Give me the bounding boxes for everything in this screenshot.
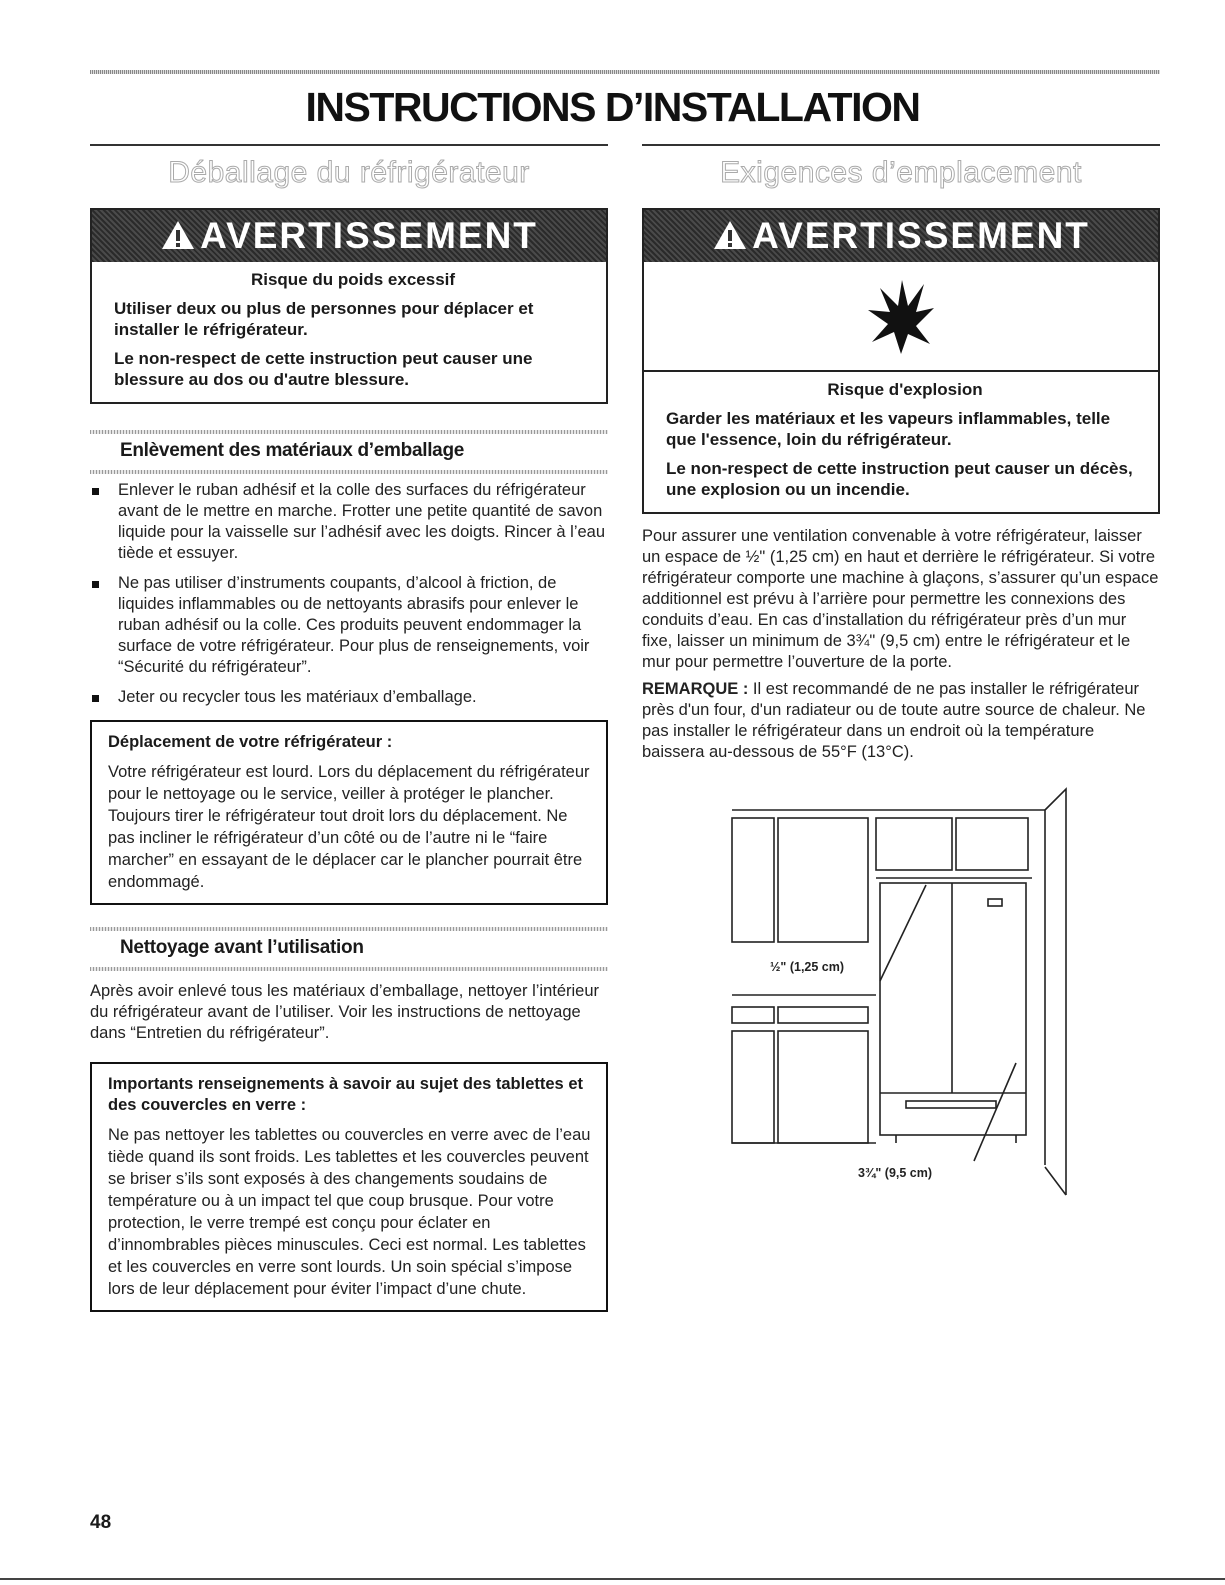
- removal-bullet-list: [90, 480, 608, 708]
- refrigerator-clearance-diagram: [730, 785, 1170, 1180]
- explosion-warning-box: [642, 208, 1160, 514]
- dotted-rule: [90, 470, 608, 474]
- diagram-label-side-clearance: 3¾" (9,5 cm): [858, 1166, 933, 1180]
- warning-risk: Risque d'explosion: [827, 380, 983, 399]
- explosion-icon-area: [644, 262, 1158, 372]
- explosion-icon: [866, 276, 936, 356]
- subhead-cleaning: Nettoyage avant l’utilisation: [120, 937, 364, 958]
- section-title-unpacking: Déballage du réfrigérateur: [168, 156, 530, 189]
- remark-label: REMARQUE :: [642, 680, 749, 698]
- page-number: 48: [90, 1512, 112, 1533]
- page-title: INSTRUCTIONS D’INSTALLATION: [305, 84, 920, 130]
- glass-info-text: Ne pas nettoyer les tablettes ou couvercles en verre avec de l’eau tiède quand ils sont froids. Les tablettes et les couvercles peuvent se briser s’ils sont exposés à des changements soudains de température ou à un impact tel que coup brusque. Pour votre protection, le verre trempé est conçu pour éclater en d’innombrables pièces minuscules. Ceci est normal. Les tablettes et les couvercles en verre sont lourds. Un soin spécial s’impose lors de leur déplacement pour éviter l’impact d’une chute.: [108, 1126, 591, 1298]
- warning-instruction: Utiliser deux ou plus de personnes pour déplacer et installer le réfrigérateur.: [114, 299, 534, 339]
- glass-info-box: [90, 1062, 608, 1312]
- column-rule: [90, 144, 608, 146]
- warning-header: [92, 210, 606, 262]
- warning-instruction: Garder les matériaux et les vapeurs inflammables, telle que l'essence, loin du réfrigérateur.: [666, 409, 1111, 449]
- left-column: [90, 144, 608, 1312]
- warning-triangle-icon: [712, 219, 748, 251]
- section-title-location: Exigences d’emplacement: [720, 156, 1082, 189]
- glass-info-title: Importants renseignements à savoir au sujet des tablettes et des couvercles en verre :: [108, 1075, 583, 1114]
- diagram-label-top-clearance: ½" (1,25 cm): [770, 960, 845, 974]
- remark-paragraph: [642, 679, 1160, 763]
- moving-info-box: [90, 720, 608, 905]
- top-rule: [90, 70, 1160, 74]
- bottom-rule: [0, 1578, 1225, 1580]
- ventilation-paragraph: Pour assurer une ventilation convenable à votre réfrigérateur, laisser un espace de ½" (1,25 cm) en haut et derrière le réfrigérateur. Si votre réfrigérateur comporte une machine à glaçons, s’assurer qu’un espace additionnel est prévu à l’arrière pour permettre les connexions des conduits d’eau. En cas d’installation du réfrigérateur près d’un mur fixe, laisser un minimum de 3¾" (9,5 cm) entre le réfrigérateur et le mur pour permettre l’ouverture de la porte.: [642, 527, 1159, 671]
- right-column: [642, 144, 1160, 1180]
- list-item: Jeter ou recycler tous les matériaux d’emballage.: [90, 687, 608, 708]
- warning-body: [92, 262, 606, 402]
- dotted-rule: [90, 967, 608, 971]
- warning-triangle-icon: [160, 219, 196, 251]
- cleaning-paragraph: Après avoir enlevé tous les matériaux d’emballage, nettoyer l’intérieur du réfrigérateur avant de l’utiliser. Voir les instructions de nettoyage dans “Entretien du réfrigérateur”.: [90, 982, 600, 1042]
- subhead-packing-removal: Enlèvement des matériaux d’emballage: [120, 440, 465, 461]
- warning-header-label: AVERTISSEMENT: [200, 215, 538, 256]
- warning-risk: Risque du poids excessif: [250, 270, 456, 289]
- warning-consequence: Le non-respect de cette instruction peut causer un décès, une explosion ou un incendie.: [666, 459, 1133, 499]
- moving-info-text: Votre réfrigérateur est lourd. Lors du déplacement du réfrigérateur pour le nettoyage ou le service, veiller à protéger le plancher. Toujours tirer le réfrigérateur tout droit lors du déplacement. Ne pas incliner le réfrigérateur d’un côté ou de l’autre ni le “faire marcher” en essayant de le déplacer car le plancher pourrait être endommagé.: [108, 763, 590, 891]
- weight-warning-box: [90, 208, 608, 404]
- list-item: Ne pas utiliser d’instruments coupants, d’alcool à friction, de liquides inflammables ou de nettoyants abrasifs pour enlever le ruban adhésif ou la colle. Ces produits peuvent endommager la surface de votre réfrigérateur. Pour plus de renseignements, voir “Sécurité du réfrigérateur”.: [90, 573, 608, 678]
- list-item: Enlever le ruban adhésif et la colle des surfaces du réfrigérateur avant de le mettre en marche. Frotter une petite quantité de savon liquide pour la vaisselle sur l’adhésif avec les doigts. Rincer à l’eau tiède et essuyer.: [90, 480, 608, 564]
- moving-info-title: Déplacement de votre réfrigérateur :: [108, 733, 393, 751]
- column-rule: [642, 144, 1160, 146]
- remark-text: Il est recommandé de ne pas installer le réfrigérateur près d'un four, d'un radiateur ou de toute autre source de chaleur. Ne pas installer le réfrigérateur dans un endroit où la température baissera au-dessous de 55°F (13°C).: [642, 680, 1146, 761]
- warning-header: [644, 210, 1158, 262]
- warning-body: [644, 372, 1158, 512]
- warning-consequence: Le non-respect de cette instruction peut causer une blessure au dos ou d'autre blessure.: [114, 349, 533, 389]
- warning-header-label: AVERTISSEMENT: [752, 215, 1090, 256]
